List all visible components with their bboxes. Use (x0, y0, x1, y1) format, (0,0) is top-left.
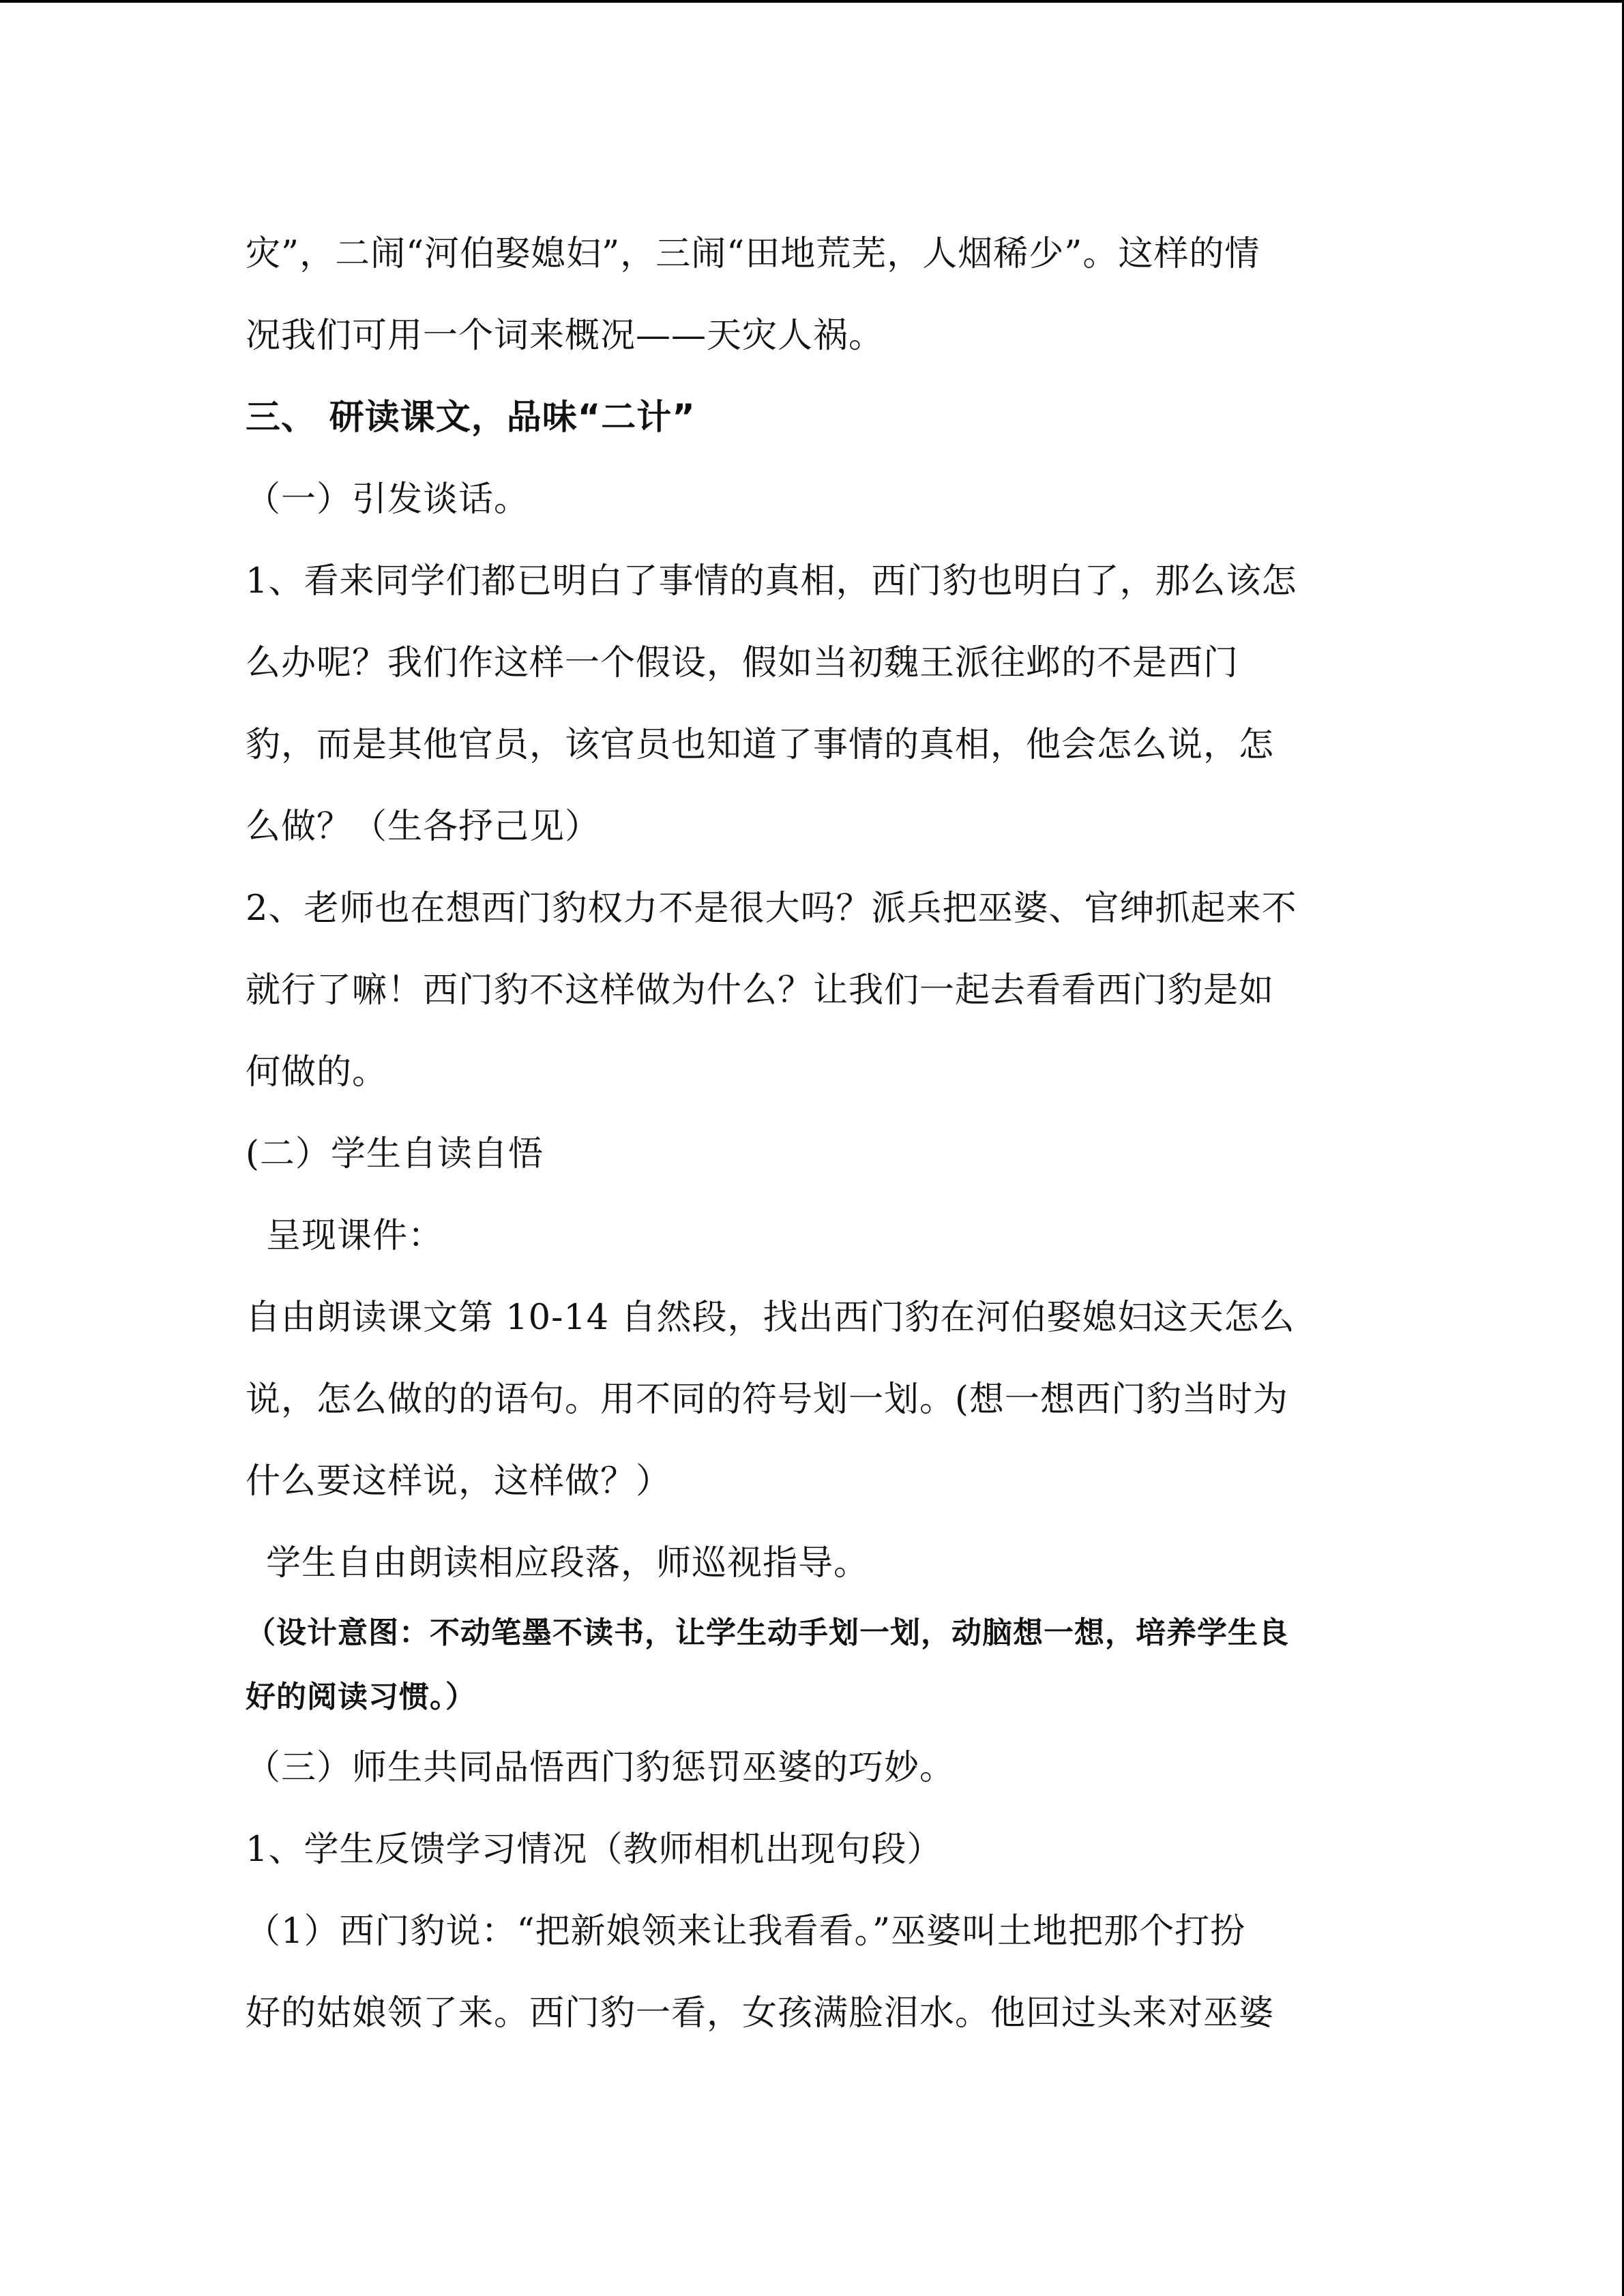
text-line: 豹，而是其他官员，该官员也知道了事情的真相，他会怎么说，怎 (246, 725, 1275, 765)
text-line: 好的姑娘领了来。西门豹一看，女孩满脸泪水。他回过头来对巫婆 (246, 1993, 1275, 2033)
text-line: 况我们可用一个词来概况——天灾人祸。 (246, 316, 885, 356)
page-top-border (0, 0, 1624, 3)
text-line: 么做？（生各抒己见） (246, 807, 601, 847)
text-line: 什么要这样说，这样做？） (246, 1461, 672, 1502)
subsection-heading: (二）学生自读自悟 (246, 1134, 544, 1174)
design-intent-note: （设计意图：不动笔墨不读书，让学生动手划一划，动脑想一想，培养学生良 (246, 1615, 1289, 1650)
text-line: 就行了嘛！西门豹不这样做为什么？让我们一起去看看西门豹是如 (246, 970, 1275, 1011)
text-line: （1）西门豹说：“把新娘领来让我看看。”巫婆叫土地把那个打扮 (246, 1911, 1246, 1952)
text-line: 么办呢？我们作这样一个假设，假如当初魏王派往邺的不是西门 (246, 643, 1239, 683)
text-line: 说，怎么做的的语句。用不同的符号划一划。(想一想西门豹当时为 (246, 1380, 1288, 1420)
text-line: 1、看来同学们都已明白了事情的真相，西门豹也明白了，那么该怎 (246, 561, 1297, 601)
subsection-heading: （一）引发谈话。 (246, 479, 530, 520)
text-line: 呈现课件： (266, 1216, 444, 1256)
section-heading: 三、 研读课文，品味“二计” (246, 398, 696, 438)
design-intent-note: 好的阅读习惯。） (246, 1680, 476, 1714)
text-line: 1、学生反馈学习情况（教师相机出现句段） (246, 1830, 943, 1870)
text-line: 2、老师也在想西门豹权力不是很大吗？派兵把巫婆、官绅抓起来不 (246, 889, 1297, 929)
text-line: 学生自由朗读相应段落，师巡视指导。 (266, 1543, 870, 1583)
text-line: 自由朗读课文第 10-14 自然段，找出西门豹在河伯娶媳妇这天怎么 (246, 1298, 1295, 1338)
text-line: 何做的。 (246, 1052, 388, 1092)
subsection-heading: （三）师生共同品悟西门豹惩罚巫婆的巧妙。 (246, 1748, 956, 1788)
text-line: 灾”，二闹“河伯娶媳妇”，三闹“田地荒芜，人烟稀少”。这样的情 (246, 234, 1260, 274)
